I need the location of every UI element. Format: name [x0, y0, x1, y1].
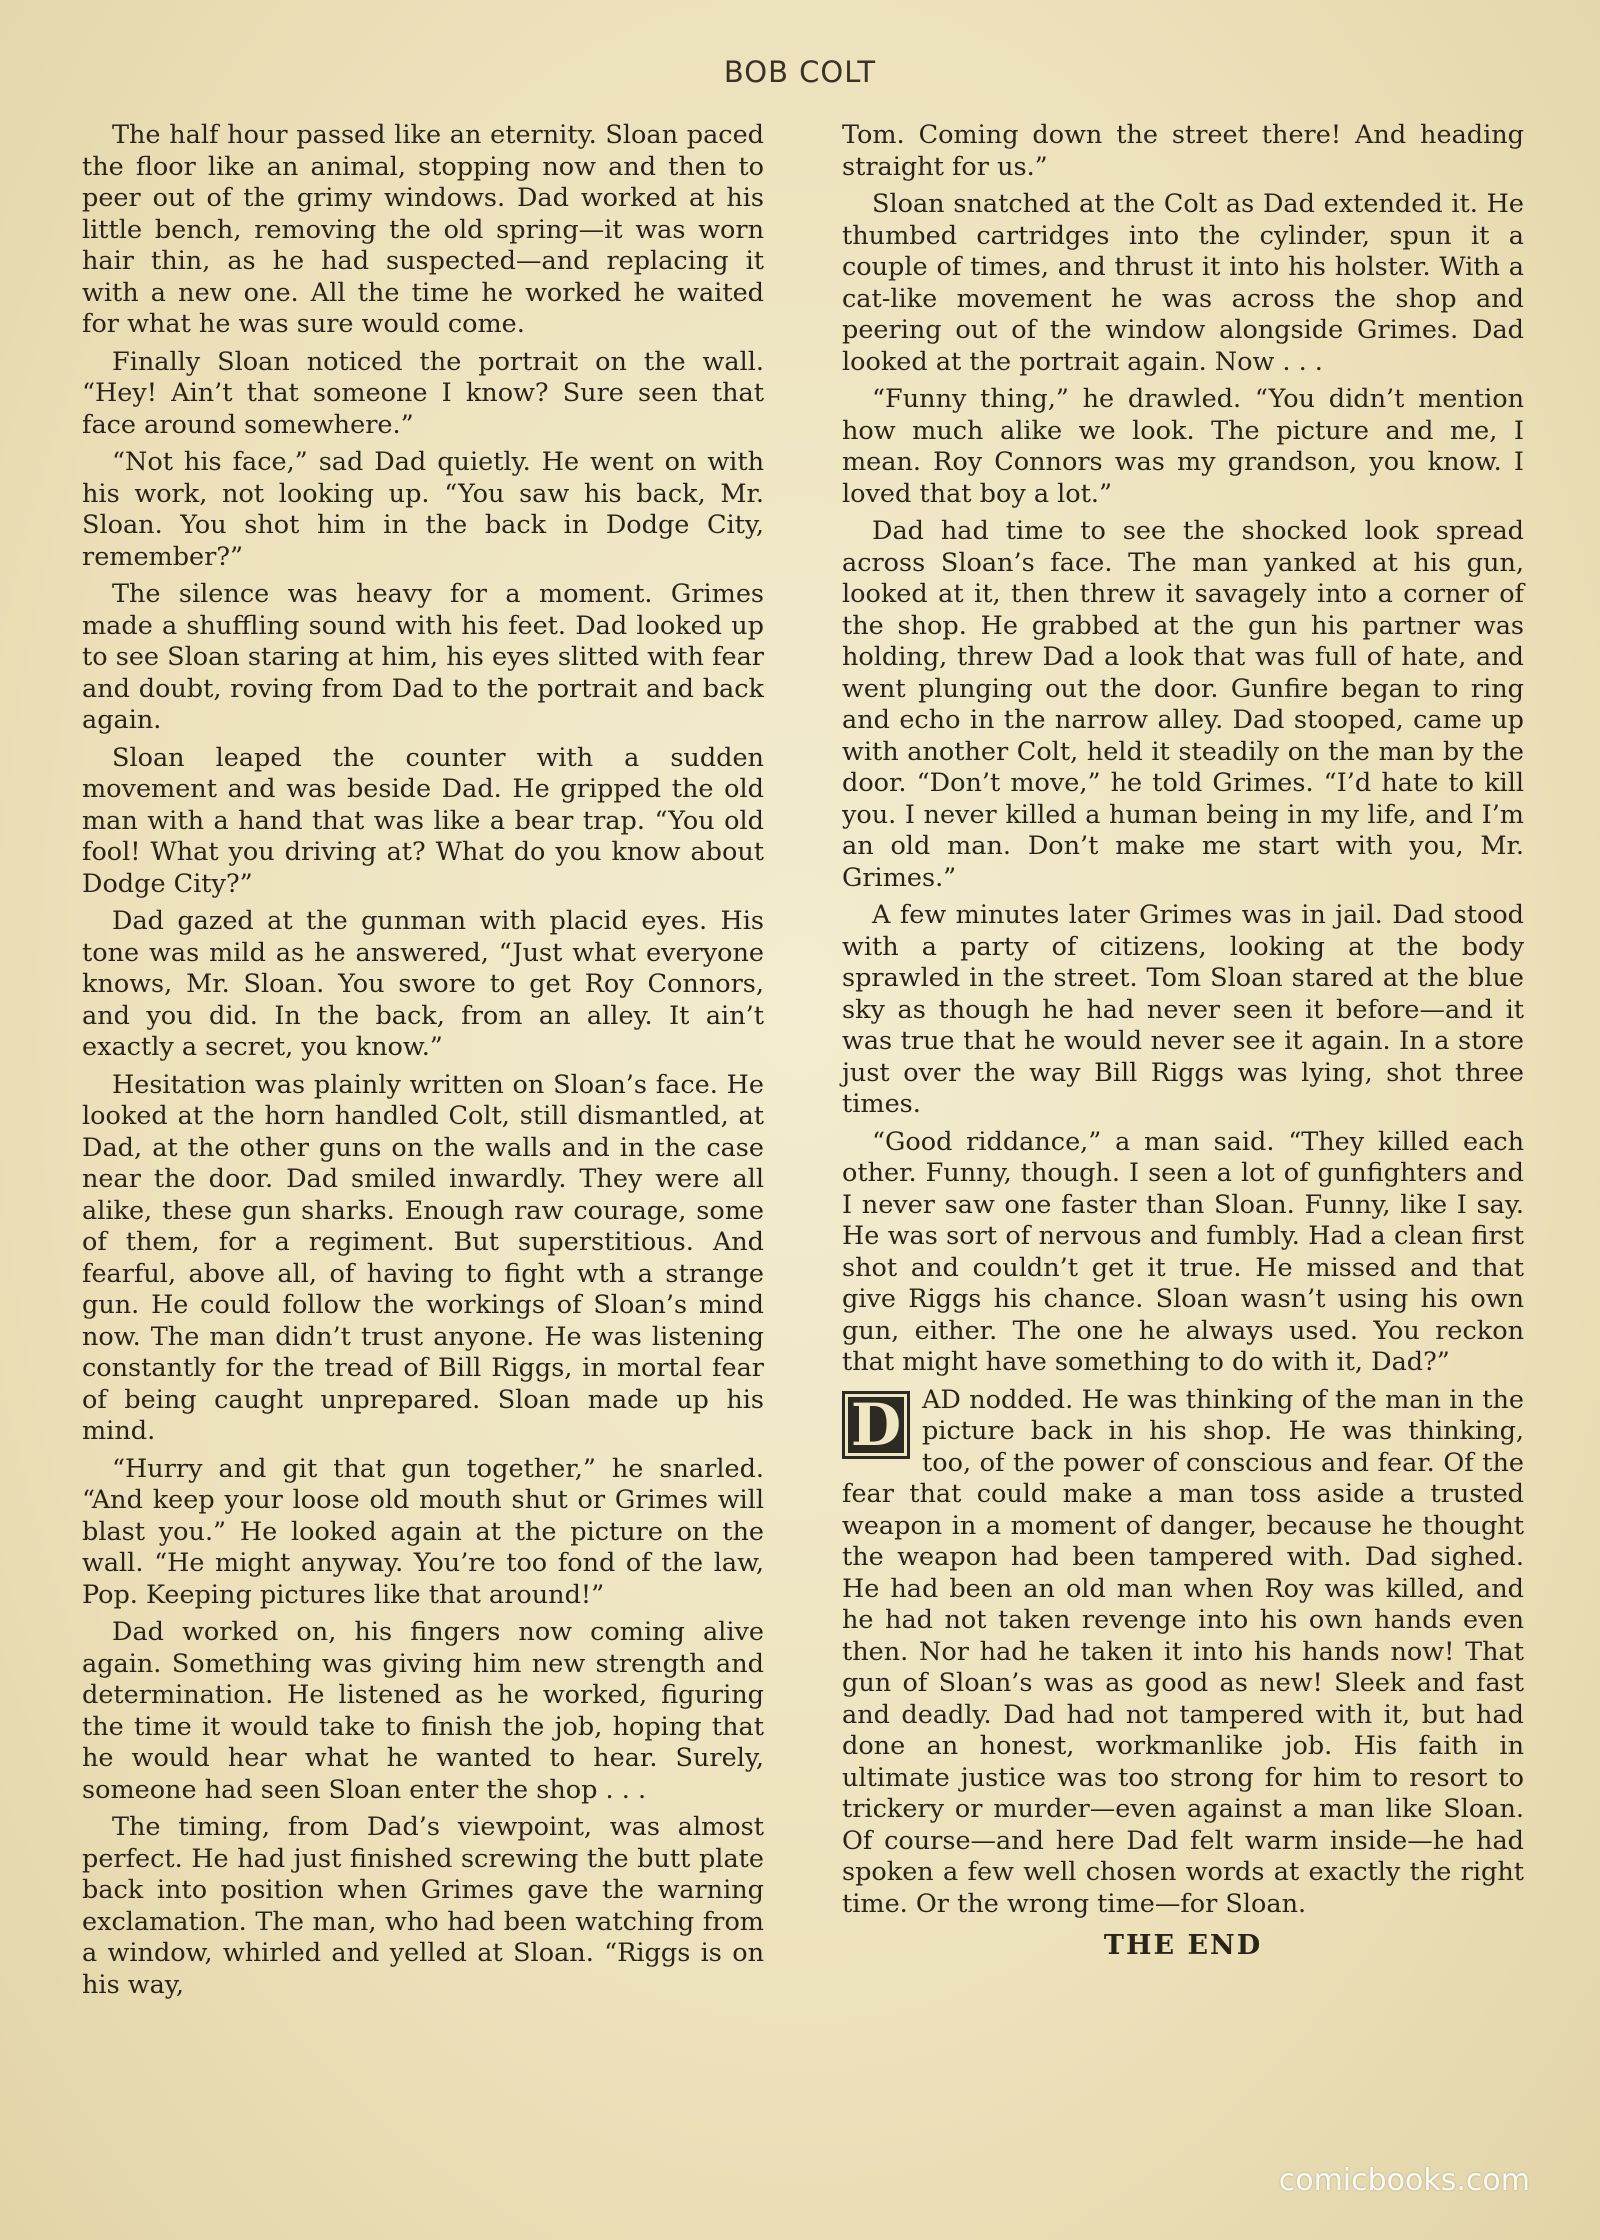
paragraph: Sloan snatched at the Colt as Dad extended it. He thumbed cartridges into the cylinder, spun it a couple of times, and thrust it into his holster. With a cat-like movement he was across the shop and peering out of the window alongside Grimes. Dad looked at the portrait again. Now . . .	[842, 189, 1524, 377]
paragraph: The half hour passed like an eternity. Sloan paced the floor like an animal, stopping now and then to peer out of the grimy windows. Dad worked at his little bench, removing the old spring—it was worn hair thin, as he had suspected—and replacing it with a new one. All the time he worked he waited for what he was sure would come.	[82, 120, 764, 339]
paragraph: “Not his face,” sad Dad quietly. He went on with his work, not looking up. “You saw his back, Mr. Sloan. You shot him in the back in Dodge City, remember?”	[82, 447, 764, 572]
paragraph: Finally Sloan noticed the portrait on the wall. “Hey! Ain’t that someone I know? Sure seen that face around somewhere.”	[82, 346, 764, 440]
drop-cap: D	[842, 1391, 910, 1459]
paragraph: The silence was heavy for a moment. Grimes made a shuffling sound with his feet. Dad looked up to see Sloan staring at him, his eyes slitted with fear and doubt, roving from Dad to the portrait and back again.	[82, 579, 764, 735]
final-paragraph-text: AD nodded. He was thinking of the man in the picture back in his shop. He was thinking, too, of the power of conscious and fear. Of the fear that could make a man toss aside a trusted weapon in a moment of danger, because he thought the weapon had been tampered with. Dad sighed. He had been an old man when Roy was killed, and he had not taken revenge into his own hands even then. Nor had he taken it into his hands now! That gun of Sloan’s was as good as new! Sleek and fast and deadly. Dad had not tampered with it, but had done an honest, workmanlike job. His faith in ultimate justice was too strong for him to resort to trickery or murder—even against a man like Sloan. Of course—and here Dad felt warm inside—he had spoken a few well chosen words at exactly the right time. Or the wrong time—for Sloan.	[842, 1384, 1524, 1919]
final-paragraph	[842, 1385, 1524, 1921]
paragraph: “Good riddance,” a man said. “They killed each other. Funny, though. I seen a lot of gunfighters and I never saw one faster than Sloan. Funny, like I say. He was sort of nervous and fumbly. Had a clean first shot and couldn’t get it true. He missed and that give Riggs his chance. Sloan wasn’t using his own gun, either. The one he always used. You reckon that might have something to do with it, Dad?”	[842, 1126, 1524, 1377]
paragraph: Tom. Coming down the street there! And heading straight for us.”	[842, 120, 1524, 182]
the-end: THE END	[1103, 1930, 1263, 1961]
page-header: BOB COLT	[723, 55, 877, 89]
left-column	[82, 120, 764, 2007]
paragraph: Dad worked on, his fingers now coming alive again. Something was giving him new strength and determination. He listened as he worked, figuring the time it would take to finish the job, hoping that he would hear what he wanted to hear. Surely, someone had seen Sloan enter the shop . . .	[82, 1617, 764, 1805]
paragraph: “Hurry and git that gun together,” he snarled. “And keep your loose old mouth shut or Grimes will blast you.” He looked again at the picture on the wall. “He might anyway. You’re too fond of the law, Pop. Keeping pictures like that around!”	[82, 1453, 764, 1610]
paragraph: “Funny thing,” he drawled. “You didn’t mention how much alike we look. The picture and me, I mean. Roy Connors was my grandson, you know. I loved that boy a lot.”	[842, 384, 1524, 509]
paragraph: The timing, from Dad’s viewpoint, was almost perfect. He had just finished screwing the butt plate back into position when Grimes gave the warning exclamation. The man, who had been watching from a window, whirled and yelled at Sloan. “Riggs is on his way,	[82, 1812, 764, 2000]
paragraph: Hesitation was plainly written on Sloan’s face. He looked at the horn handled Colt, still dismantled, at Dad, at the other guns on the walls and in the case near the door. Dad smiled inwardly. They were all alike, these gun sharks. Enough raw courage, some of them, for a regiment. But superstitious. And fearful, above all, of having to fight wth a strange gun. He could follow the workings of Sloan’s mind now. The man didn’t trust anyone. He was listening constantly for the tread of Bill Riggs, in mortal fear of being caught unprepared. Sloan made up his mind.	[82, 1069, 764, 1446]
watermark: comicbooks.com	[1278, 2163, 1530, 2198]
paragraph: Dad gazed at the gunman with placid eyes. His tone was mild as he answered, “Just what everyone knows, Mr. Sloan. You swore to get Roy Connors, and you did. In the back, from an alley. It ain’t exactly a secret, you know.”	[82, 906, 764, 1062]
paragraph: A few minutes later Grimes was in jail. Dad stood with a party of citizens, looking at the body sprawled in the street. Tom Sloan stared at the blue sky as though he had never seen it before—and it was true that he would never see it again. In a store just over the way Bill Riggs was lying, shot three times.	[842, 900, 1524, 1119]
right-column	[842, 120, 1524, 1962]
paragraph: Dad had time to see the shocked look spread across Sloan’s face. The man yanked at his gun, looked at it, then threw it savagely into a corner of the shop. He grabbed at the gun his partner was holding, threw Dad a look that was full of hate, and went plunging out the door. Gunfire began to ring and echo in the narrow alley. Dad stooped, came up with another Colt, held it steadily on the man by the door. “Don’t move,” he told Grimes. “I’d hate to kill you. I never killed a human being in my life, and I’m an old man. Don’t make me start with you, Mr. Grimes.”	[842, 516, 1524, 893]
paragraph: Sloan leaped the counter with a sudden movement and was beside Dad. He gripped the old man with a hand that was like a bear trap. “You old fool! What you driving at? What do you know about Dodge City?”	[82, 742, 764, 899]
